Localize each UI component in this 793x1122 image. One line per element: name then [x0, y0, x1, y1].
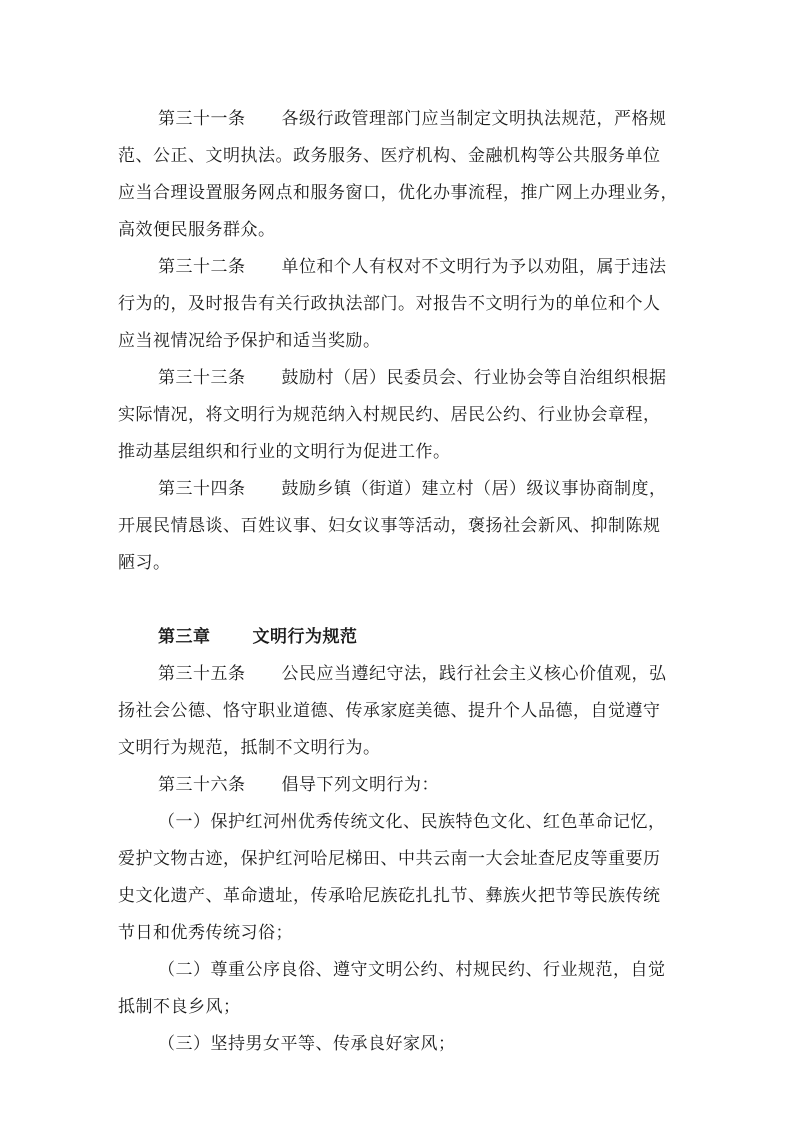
- chapter-heading: [158, 626, 358, 648]
- article-33-line-2: 实际情况，将文明行为规范纳入村规民约、居民公约、行业协会章程，: [118, 405, 661, 425]
- article-35-line-2: 扬社会公德、恪守职业道德、传承家庭美德、提升个人品德，自觉遵守: [118, 701, 661, 721]
- article-34-line-3: 陋习。: [118, 553, 171, 573]
- item-2-line-2: 抵制不良乡风；: [118, 997, 241, 1017]
- article-number: 第三十二条: [158, 257, 246, 277]
- article-36-line-1: [158, 774, 439, 796]
- article-34-line-1: [158, 478, 667, 500]
- article-number: 第三十六条: [158, 775, 246, 795]
- item-2-line-1: （二）尊重公序良俗、遵守文明公约、村规民约、行业规范，自觉: [158, 960, 666, 980]
- article-32-line-3: 应当视情况给予保护和适当奖励。: [118, 331, 381, 351]
- item-3-line-1: （三）坚持男女平等、传承良好家风；: [158, 1034, 456, 1054]
- article-text: 倡导下列文明行为：: [281, 775, 439, 795]
- article-34-line-2: 开展民情恳谈、百姓议事、妇女议事等活动，褒扬社会新风、抑制陈规: [118, 516, 661, 536]
- article-32-line-1: [158, 256, 667, 278]
- article-31-line-4: 高效便民服务群众。: [118, 220, 276, 240]
- article-35-line-3: 文明行为规范，抵制不文明行为。: [118, 738, 381, 758]
- chapter-title: 文明行为规范: [252, 627, 358, 647]
- article-31-line-2: 范、公正、文明执法。政务服务、医疗机构、金融机构等公共服务单位: [118, 146, 661, 166]
- item-1-line-3: 史文化遗产、革命遗址，传承哈尼族矻扎扎节、彝族火把节等民族传统: [118, 886, 661, 906]
- item-1-line-1: （一）保护红河州优秀传统文化、民族特色文化、红色革命记忆，: [158, 812, 666, 832]
- article-31-line-1: [158, 108, 667, 130]
- article-text: 公民应当遵纪守法，践行社会主义核心价值观，弘: [281, 664, 667, 684]
- article-text: 单位和个人有权对不文明行为予以劝阻，属于违法: [281, 257, 667, 277]
- item-1-line-4: 节日和优秀传统习俗；: [118, 923, 293, 943]
- article-text: 鼓励村（居）民委员会、行业协会等自治组织根据: [281, 368, 667, 388]
- article-32-line-2: 行为的，及时报告有关行政执法部门。对报告不文明行为的单位和个人: [118, 294, 661, 314]
- article-text: 各级行政管理部门应当制定文明执法规范，严格规: [281, 109, 667, 129]
- article-text: 鼓励乡镇（街道）建立村（居）级议事协商制度，: [281, 479, 667, 499]
- article-31-line-3: 应当合理设置服务网点和服务窗口，优化办事流程，推广网上办理业务，: [118, 183, 678, 203]
- article-33-line-1: [158, 367, 667, 389]
- article-33-line-3: 推动基层组织和行业的文明行为促进工作。: [118, 442, 451, 462]
- article-number: 第三十三条: [158, 368, 246, 388]
- article-35-line-1: [158, 663, 667, 685]
- article-number: 第三十五条: [158, 664, 246, 684]
- article-number: 第三十四条: [158, 479, 246, 499]
- item-1-line-2: 爱护文物古迹，保护红河哈尼梯田、中共云南一大会址查尼皮等重要历: [118, 849, 661, 869]
- chapter-number: 第三章: [158, 627, 211, 647]
- article-number: 第三十一条: [158, 109, 246, 129]
